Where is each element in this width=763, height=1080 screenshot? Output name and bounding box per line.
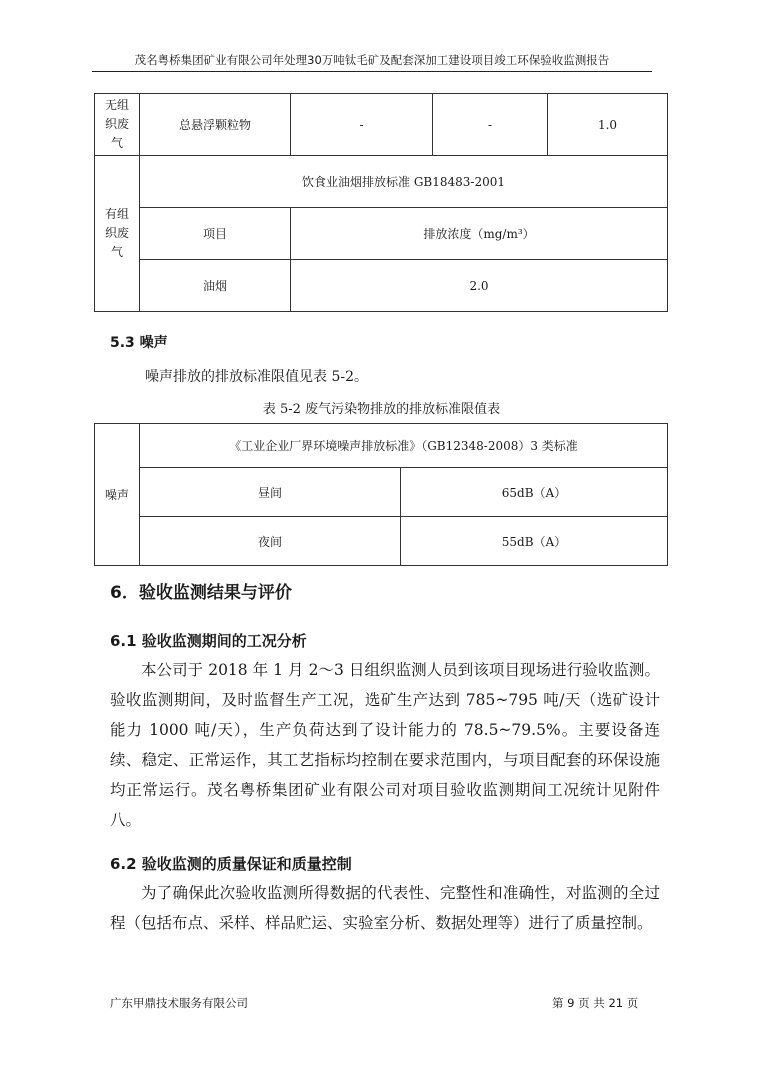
category-noise: 噪声 (95, 424, 140, 566)
noise-standards-table (94, 423, 668, 566)
item-tsp: 总悬浮颗粒物 (140, 94, 291, 156)
section-6-1-title: 6.1 验收监测期间的工况分析 (110, 632, 307, 650)
section-5-3-title: 5.3 噪声 (110, 335, 168, 351)
table-5-2-caption: 表 5-2 废气污染物排放的排放标准限值表 (262, 402, 501, 417)
section-6-2-title: 6.2 验收监测的质量保证和质量控制 (110, 855, 352, 873)
category-organized-gas: 有组 织废 气 (95, 156, 140, 312)
daytime-limit: 65dB（A） (401, 468, 668, 517)
section-5-3-intro: 噪声排放的排放标准限值见表 5-2。 (145, 369, 368, 385)
item-cooking-fume: 油烟 (140, 260, 291, 312)
section-6-1-body: 本公司于 2018 年 1 月 2～3 日组织监测人员到该项目现场进行验收监测。验收监测期间，及时监督生产工况，选矿生产达到 785~795 吨/天（选矿设计能力 1000 吨/天），生产负荷达到了设计能力的 78.5~79.5%。主要设备连续、稳定、正常运作，其工艺指标均控制在要求范围内，与项目配套的环保设施均正常运行。茂名粤桥集团矿业有限公司对项目验收监测期间工况统计见附件八。 (110, 661, 660, 829)
daytime-label: 昼间 (140, 468, 401, 517)
nighttime-limit: 55dB（A） (401, 517, 668, 566)
header-item: 项目 (140, 208, 291, 260)
standard-cooking-fume: 饮食业油烟排放标准 GB18483-2001 (140, 156, 668, 208)
category-unorganized-gas: 无组 织废 气 (95, 94, 140, 156)
cell-tsp-limit: 1.0 (548, 94, 668, 156)
emission-standards-table-continued (94, 93, 668, 312)
page-header: 茂名粤桥集团矿业有限公司年处理30万吨钛毛矿及配套深加工建设项目竣工环保验收监测报告 (92, 52, 652, 72)
section-6-title: 6．验收监测结果与评价 (110, 583, 292, 603)
section-6-2-body: 为了确保此次验收监测所得数据的代表性、完整性和准确性，对监测的全过程（包括布点、采样、样品贮运、实验室分析、数据处理等）进行了质量控制。 (110, 884, 660, 932)
footer-page-number: 第 9 页 共 21 页 (552, 996, 639, 1010)
cell-dash-1: - (291, 94, 433, 156)
noise-standard-name: 《工业企业厂界环境噪声排放标准》（GB12348-2008）3 类标准 (140, 424, 668, 468)
value-cooking-fume: 2.0 (291, 260, 668, 312)
header-concentration: 排放浓度（mg/m³） (291, 208, 668, 260)
nighttime-label: 夜间 (140, 517, 401, 566)
cell-dash-2: - (433, 94, 548, 156)
footer-company: 广东甲鼎技术服务有限公司 (110, 996, 248, 1010)
